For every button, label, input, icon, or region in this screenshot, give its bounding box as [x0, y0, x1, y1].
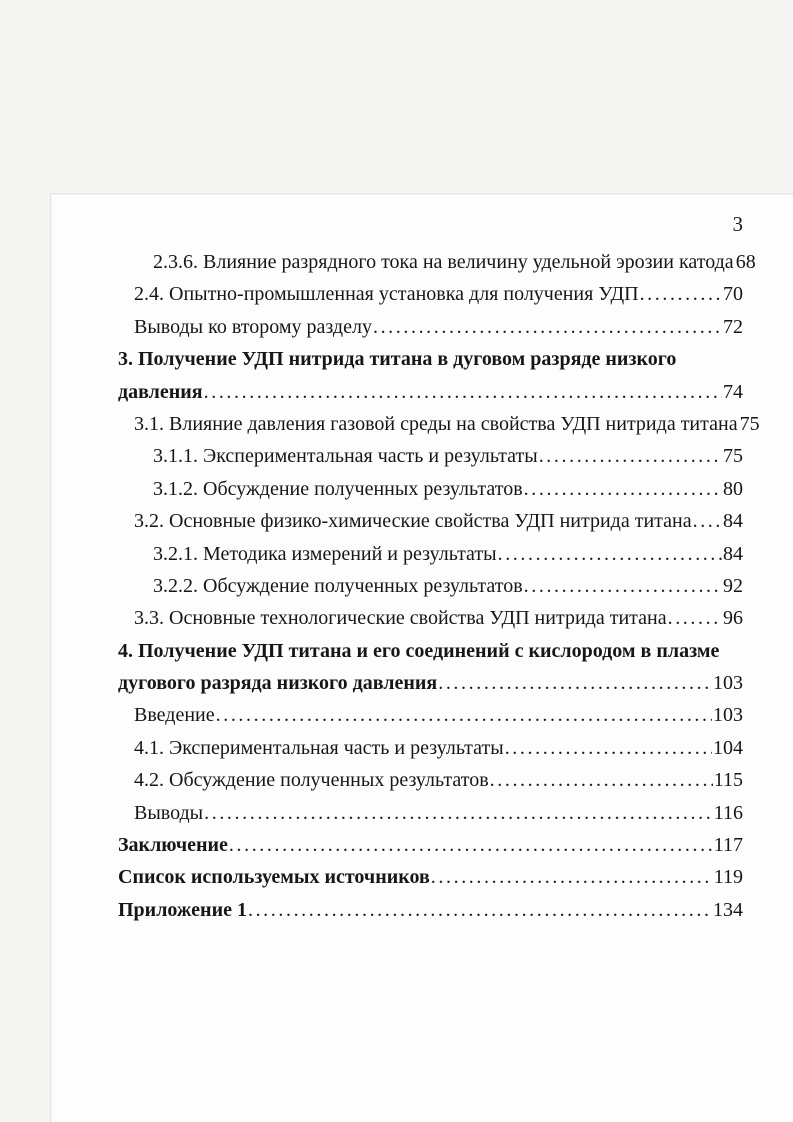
toc-entry — [118, 538, 743, 570]
toc-entry — [118, 408, 760, 440]
toc-entry-text: 2.4. Опытно-промышленная установка для получения УДП — [134, 283, 639, 306]
toc-entry-text: 3.1.1. Экспериментальная часть и результаты — [153, 445, 538, 468]
toc-entry-page: 74 — [723, 380, 743, 403]
toc-entry-text: 4.2. Обсуждение полученных результатов — [134, 769, 489, 792]
toc-entry-text: 4.1. Экспериментальная часть и результаты — [134, 736, 504, 759]
table-of-contents — [118, 246, 760, 926]
toc-entry-text: давления — [118, 380, 203, 403]
toc-entry-page: 75 — [739, 412, 760, 435]
dot-leader — [204, 376, 722, 408]
toc-entry-page: 104 — [713, 736, 743, 759]
dot-leader — [524, 570, 722, 602]
toc-entry — [118, 311, 743, 343]
dot-leader — [498, 538, 722, 570]
toc-entry-page: 70 — [723, 283, 743, 306]
toc-entry-text: 2.3.6. Влияние разрядного тока на величину удельной эрозии катода — [153, 251, 734, 273]
toc-entry — [118, 278, 743, 310]
toc-entry-text: 3.2.2. Обсуждение полученных результатов — [153, 574, 523, 597]
toc-entry-page: 68 — [735, 251, 756, 273]
toc-entry — [118, 246, 756, 278]
toc-entry-page: 115 — [713, 769, 743, 792]
toc-entry-text: 4. Получение УДП титана и его соединений с кислородом в плазме — [118, 639, 720, 662]
toc-entry-page: 117 — [713, 834, 743, 857]
toc-entry-page: 84 — [723, 510, 743, 533]
toc-entry-page: 116 — [713, 801, 743, 824]
scanned-page — [50, 193, 793, 1122]
toc-entry-page: 103 — [713, 672, 743, 695]
toc-entry-text: дугового разряда низкого давления — [118, 672, 438, 695]
toc-entry — [118, 473, 743, 505]
dot-leader — [248, 894, 712, 926]
toc-entry — [118, 764, 743, 796]
toc-entry — [118, 376, 743, 408]
dot-leader — [640, 278, 722, 310]
dot-leader — [539, 440, 722, 472]
toc-entry-text: 3.2. Основные физико-химические свойства УДП нитрида титана — [134, 510, 692, 533]
toc-entry-page: 92 — [723, 574, 743, 597]
toc-entry-page: 72 — [723, 315, 743, 338]
toc-entry — [118, 505, 743, 537]
dot-leader — [204, 797, 713, 829]
dot-leader — [524, 473, 722, 505]
toc-entry — [118, 894, 743, 926]
dot-leader — [229, 829, 713, 861]
toc-entry-text: Заключение — [118, 834, 228, 857]
toc-entry-text: Выводы ко второму разделу — [134, 315, 372, 338]
toc-entry-text: Список используемых источников — [118, 866, 430, 889]
toc-entry-text: 3.2.1. Методика измерений и результаты — [153, 542, 497, 565]
toc-entry — [118, 667, 743, 699]
toc-entry-page: 80 — [723, 477, 743, 500]
toc-entry-page: 96 — [723, 607, 743, 630]
toc-entry — [118, 570, 743, 602]
toc-entry-page: 134 — [713, 898, 743, 921]
toc-entry — [118, 699, 743, 731]
dot-leader — [216, 699, 712, 731]
dot-leader — [668, 602, 722, 634]
dot-leader — [373, 311, 722, 343]
dot-leader — [431, 861, 713, 893]
toc-entry — [118, 797, 743, 829]
dot-leader — [438, 667, 712, 699]
toc-entry-page: 119 — [713, 866, 743, 889]
toc-entry — [118, 829, 743, 861]
toc-entry-text: 3. Получение УДП нитрида титана в дуговом разряде низкого — [118, 348, 677, 371]
toc-entry-text: Введение — [134, 704, 215, 727]
toc-entry — [118, 343, 743, 375]
toc-entry-page: 103 — [713, 704, 743, 727]
toc-entry-text: 3.3. Основные технологические свойства УДП нитрида титана — [134, 607, 667, 630]
dot-leader — [505, 732, 712, 764]
dot-leader — [693, 505, 722, 537]
toc-entry-text: 3.1. Влияние давления газовой среды на свойства УДП нитрида титана — [134, 412, 738, 435]
toc-entry — [118, 861, 743, 893]
toc-entry-text: Приложение 1 — [118, 898, 247, 921]
toc-entry-text: Выводы — [134, 801, 204, 824]
toc-entry — [118, 602, 743, 634]
toc-entry-page: 75 — [723, 445, 743, 468]
page-number: 3 — [732, 212, 743, 236]
toc-entry — [118, 635, 743, 667]
toc-entry — [118, 440, 743, 472]
toc-entry-page: 84 — [723, 542, 743, 565]
dot-leader — [490, 764, 713, 796]
toc-entry — [118, 732, 743, 764]
toc-entry-text: 3.1.2. Обсуждение полученных результатов — [153, 477, 523, 500]
